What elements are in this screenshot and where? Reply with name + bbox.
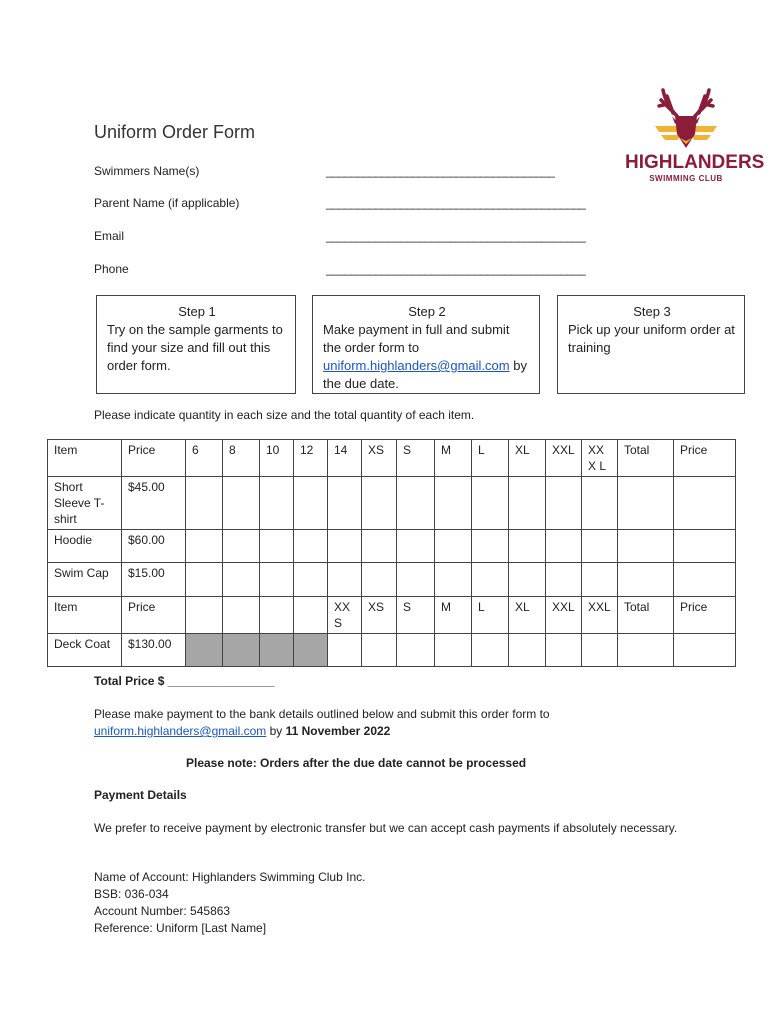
qty-cell[interactable] bbox=[509, 563, 546, 597]
price-cell: $60.00 bbox=[122, 530, 186, 563]
qty-cell[interactable] bbox=[294, 563, 328, 597]
qty-cell[interactable] bbox=[328, 563, 362, 597]
qty-cell[interactable] bbox=[397, 634, 435, 667]
item-cell: Deck Coat bbox=[48, 634, 122, 667]
header-cell: Total bbox=[618, 597, 674, 634]
step-3-title: Step 3 bbox=[633, 304, 671, 319]
qty-cell[interactable] bbox=[260, 477, 294, 530]
qty-cell[interactable] bbox=[582, 634, 618, 667]
qty-cell[interactable] bbox=[328, 530, 362, 563]
header-cell: Item bbox=[48, 597, 122, 634]
total-cell[interactable] bbox=[618, 530, 674, 563]
please-note: Please note: Orders after the due date cannot be processed bbox=[186, 756, 527, 770]
step-3-text: Pick up your uniform order at training bbox=[568, 322, 735, 355]
table-header-row-2 bbox=[48, 597, 736, 634]
qty-cell[interactable] bbox=[328, 634, 362, 667]
qty-cell[interactable] bbox=[435, 477, 472, 530]
qty-cell[interactable] bbox=[472, 477, 509, 530]
qty-cell[interactable] bbox=[328, 477, 362, 530]
qty-cell[interactable] bbox=[546, 530, 582, 563]
table-row bbox=[48, 634, 736, 667]
qty-cell[interactable] bbox=[223, 530, 260, 563]
qty-cell[interactable] bbox=[509, 477, 546, 530]
header-cell: XXL bbox=[546, 597, 582, 634]
qty-cell[interactable] bbox=[186, 563, 223, 597]
qty-cell[interactable] bbox=[546, 477, 582, 530]
disabled-cell bbox=[260, 634, 294, 667]
header-cell: 14 bbox=[328, 440, 362, 477]
page-title: Uniform Order Form bbox=[94, 122, 256, 142]
step-1-title: Step 1 bbox=[178, 304, 216, 319]
qty-cell[interactable] bbox=[294, 530, 328, 563]
header-cell bbox=[186, 597, 223, 634]
qty-cell[interactable] bbox=[546, 634, 582, 667]
swimmers-name-field[interactable]: _____________________________________ bbox=[326, 164, 555, 178]
qty-cell[interactable] bbox=[294, 477, 328, 530]
qty-cell[interactable] bbox=[397, 477, 435, 530]
price-cell: $15.00 bbox=[122, 563, 186, 597]
header-cell: L bbox=[472, 597, 509, 634]
payment-by-text: by bbox=[266, 724, 286, 738]
qty-cell[interactable] bbox=[582, 530, 618, 563]
header-cell: 8 bbox=[223, 440, 260, 477]
item-cell: Hoodie bbox=[48, 530, 122, 563]
header-cell: XX S bbox=[328, 597, 362, 634]
step-2-box bbox=[312, 295, 540, 394]
disabled-cell bbox=[294, 634, 328, 667]
header-cell: Price bbox=[122, 597, 186, 634]
qty-cell[interactable] bbox=[582, 477, 618, 530]
header-cell: Price bbox=[674, 440, 736, 477]
header-cell: M bbox=[435, 440, 472, 477]
brand-subtitle: SWIMMING CLUB bbox=[649, 174, 723, 183]
qty-cell[interactable] bbox=[472, 563, 509, 597]
header-cell: Price bbox=[122, 440, 186, 477]
qty-cell[interactable] bbox=[186, 477, 223, 530]
total-price-cell[interactable] bbox=[674, 563, 736, 597]
qty-cell[interactable] bbox=[509, 634, 546, 667]
highlanders-logo bbox=[625, 86, 765, 186]
total-price-field[interactable]: Total Price $ ________________ bbox=[94, 674, 275, 688]
qty-cell[interactable] bbox=[397, 530, 435, 563]
price-cell: $130.00 bbox=[122, 634, 186, 667]
qty-cell[interactable] bbox=[260, 563, 294, 597]
step-2-text: Make payment in full and submit the order form to bbox=[323, 322, 510, 355]
table-header-row bbox=[48, 440, 736, 477]
payment-instruction bbox=[94, 706, 694, 740]
price-cell: $45.00 bbox=[122, 477, 186, 530]
qty-cell[interactable] bbox=[582, 563, 618, 597]
payment-instruction-text: Please make payment to the bank details outlined below and submit this order form to bbox=[94, 707, 550, 721]
qty-cell[interactable] bbox=[509, 530, 546, 563]
payment-email-link[interactable]: uniform.highlanders@gmail.com bbox=[94, 724, 267, 738]
header-cell: XXL bbox=[582, 597, 618, 634]
table-row bbox=[48, 530, 736, 563]
brand-name: HIGHLANDERS bbox=[625, 152, 765, 173]
swimmers-name-label: Swimmers Name(s) bbox=[94, 164, 200, 178]
total-cell[interactable] bbox=[618, 477, 674, 530]
disabled-cell bbox=[223, 634, 260, 667]
step-2-email-link[interactable]: uniform.highlanders@gmail.com bbox=[323, 358, 510, 373]
parent-name-label: Parent Name (if applicable) bbox=[94, 196, 240, 210]
qty-cell[interactable] bbox=[472, 530, 509, 563]
email-field[interactable]: __________________________________________ bbox=[326, 229, 586, 243]
header-cell: M bbox=[435, 597, 472, 634]
header-cell bbox=[294, 597, 328, 634]
header-cell: 12 bbox=[294, 440, 328, 477]
instruction-text: Please indicate quantity in each size and the total quantity of each item. bbox=[94, 408, 475, 422]
step-1-box bbox=[96, 295, 296, 394]
total-cell[interactable] bbox=[618, 634, 674, 667]
qty-cell[interactable] bbox=[362, 530, 397, 563]
qty-cell[interactable] bbox=[223, 477, 260, 530]
item-cell: Short Sleeve T-shirt bbox=[48, 477, 122, 530]
bsb: BSB: 036-034 bbox=[94, 887, 169, 901]
qty-cell[interactable] bbox=[260, 530, 294, 563]
total-price-cell[interactable] bbox=[674, 634, 736, 667]
phone-field[interactable]: __________________________________________ bbox=[326, 262, 586, 276]
header-cell: XXL bbox=[546, 440, 582, 477]
header-cell: XL bbox=[509, 440, 546, 477]
qty-cell[interactable] bbox=[362, 563, 397, 597]
header-cell: Price bbox=[674, 597, 736, 634]
payment-preference: We prefer to receive payment by electronic transfer but we can accept cash payments if absolutely necessary. bbox=[94, 821, 678, 835]
header-cell: XS bbox=[362, 597, 397, 634]
qty-cell[interactable] bbox=[472, 634, 509, 667]
header-cell: Item bbox=[48, 440, 122, 477]
parent-name-field[interactable]: __________________________________________ bbox=[326, 196, 586, 210]
phone-label: Phone bbox=[94, 262, 129, 276]
qty-cell[interactable] bbox=[435, 563, 472, 597]
step-1-text: Try on the sample garments to find your size and fill out this order form. bbox=[107, 322, 283, 373]
qty-cell[interactable] bbox=[362, 477, 397, 530]
due-date: 11 November 2022 bbox=[285, 724, 391, 738]
table-row bbox=[48, 563, 736, 597]
disabled-cell bbox=[186, 634, 223, 667]
qty-cell[interactable] bbox=[397, 563, 435, 597]
header-cell: L bbox=[472, 440, 509, 477]
header-cell: 6 bbox=[186, 440, 223, 477]
total-price-cell[interactable] bbox=[674, 477, 736, 530]
qty-cell[interactable] bbox=[435, 530, 472, 563]
header-cell: 10 bbox=[260, 440, 294, 477]
qty-cell[interactable] bbox=[362, 634, 397, 667]
total-price-cell[interactable] bbox=[674, 530, 736, 563]
header-cell: XL bbox=[509, 597, 546, 634]
header-cell bbox=[223, 597, 260, 634]
reference: Reference: Uniform [Last Name] bbox=[94, 921, 267, 935]
item-cell: Swim Cap bbox=[48, 563, 122, 597]
table-row bbox=[48, 477, 736, 530]
header-cell: XXX L bbox=[582, 440, 618, 477]
header-cell: Total bbox=[618, 440, 674, 477]
step-2-title: Step 2 bbox=[408, 304, 446, 319]
header-cell: S bbox=[397, 597, 435, 634]
qty-cell[interactable] bbox=[546, 563, 582, 597]
header-cell bbox=[260, 597, 294, 634]
header-cell: XS bbox=[362, 440, 397, 477]
payment-details-heading: Payment Details bbox=[94, 788, 187, 802]
header-cell: S bbox=[397, 440, 435, 477]
bank-details bbox=[94, 869, 694, 937]
email-label: Email bbox=[94, 229, 125, 243]
step-3-box bbox=[557, 295, 745, 394]
qty-cell[interactable] bbox=[435, 634, 472, 667]
qty-cell[interactable] bbox=[186, 530, 223, 563]
account-number: Account Number: 545863 bbox=[94, 904, 231, 918]
step-2-text-after: by the due date. bbox=[323, 358, 527, 391]
account-name: Name of Account: Highlanders Swimming Club Inc. bbox=[94, 870, 366, 884]
total-cell[interactable] bbox=[618, 563, 674, 597]
order-table bbox=[47, 439, 736, 667]
qty-cell[interactable] bbox=[223, 563, 260, 597]
